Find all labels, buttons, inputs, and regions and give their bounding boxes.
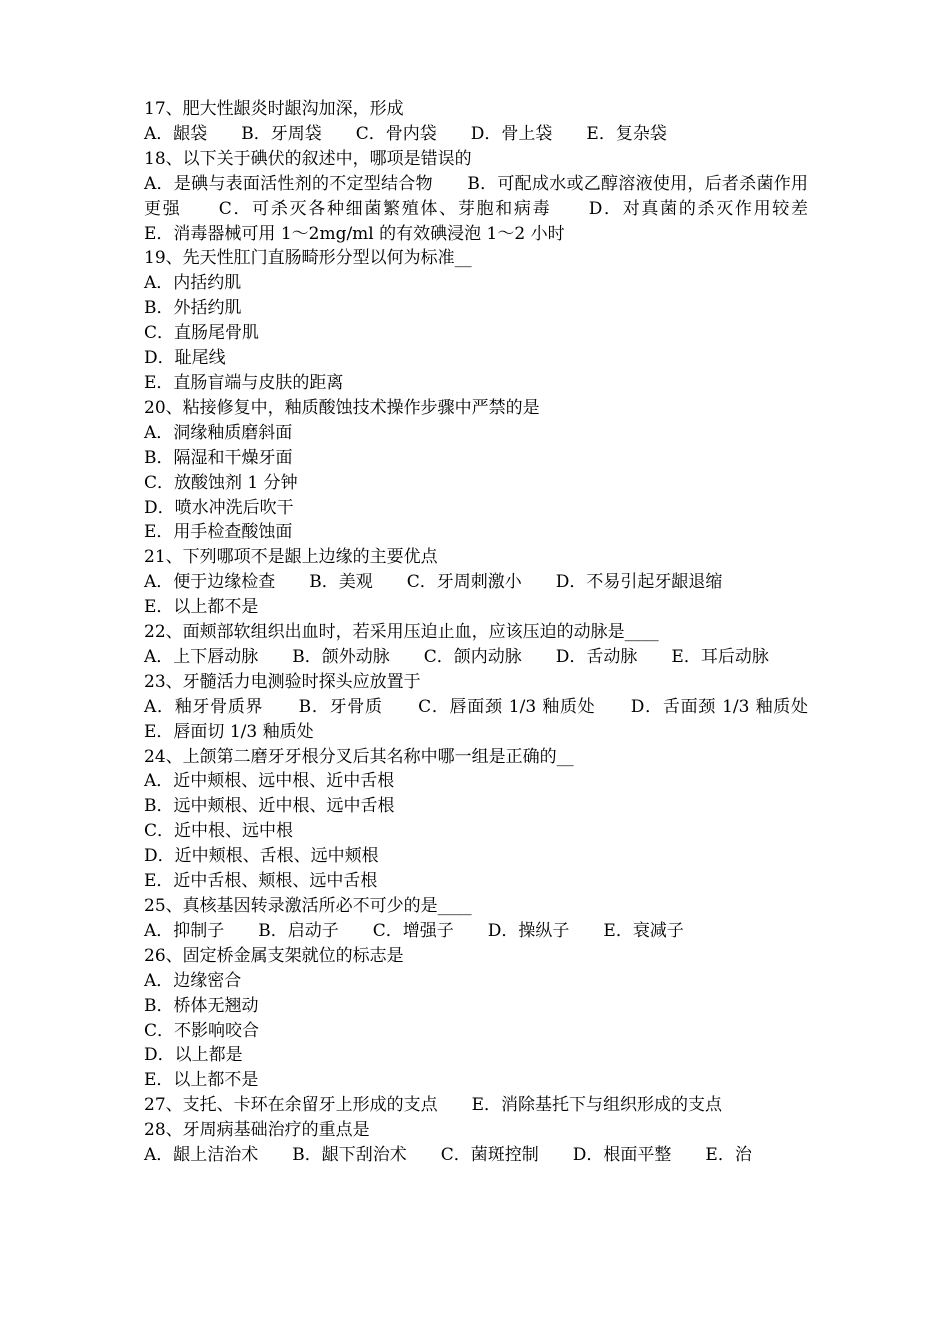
options-21: A．便于边缘检查 B．美观 C．牙周刺激小 D．不易引起牙龈退缩 — [144, 572, 723, 593]
option-20-e: E．用手检查酸蚀面 — [144, 522, 293, 543]
options-23: A．釉牙骨质界 B．牙骨质 C．唇面颈 1/3 釉质处 D．舌面颈 1/3 釉质处 E．唇面切 1/3 釉质处 — [144, 696, 842, 742]
document-page — [144, 97, 842, 1168]
options-22: A．上下唇动脉 B．颌外动脉 C．颌内动脉 D．舌动脉 E．耳后动脉 — [144, 646, 769, 667]
option-24-d: D．近中颊根、舌根、远中颊根 — [144, 846, 379, 867]
option-24-b: B．远中颊根、近中根、远中舌根 — [144, 796, 395, 817]
options-18: A．是碘与表面活性剂的不定型结合物 B．可配成水或乙醇溶液使用，后者杀菌作用更强 C．可杀灭各种细菌繁殖体、芽胞和病毒 D．对真菌的杀灭作用较差 E．消毒器械可用 1～2mg/ml 的有效碘浸泡 1～2 小时 — [144, 173, 842, 244]
option-19-d: D．耻尾线 — [144, 348, 226, 369]
question-17: 17、肥大性龈炎时龈沟加深，形成 — [144, 99, 404, 119]
options-25: A．抑制子 B．启动子 C．增强子 D．操纵子 E．衰减子 — [144, 920, 684, 941]
option-26-d: D．以上都是 — [144, 1045, 243, 1066]
question-22: 22、面颊部软组织出血时，若采用压迫止血，应该压迫的动脉是____ — [144, 622, 659, 643]
options-17: A．龈袋 B．牙周袋 C．骨内袋 D．骨上袋 E．复杂袋 — [144, 123, 667, 144]
question-25: 25、真核基因转录激活所必不可少的是____ — [144, 896, 472, 916]
option-26-e: E．以上都不是 — [144, 1070, 259, 1091]
options-28: A．龈上洁治术 B．龈下刮治术 C．菌斑控制 D．根面平整 E．治 — [144, 1145, 752, 1166]
option-19-a: A．内括约肌 — [144, 273, 242, 294]
option-24-a: A．近中颊根、远中根、近中舌根 — [144, 771, 395, 792]
option-24-e: E．近中舌根、颊根、远中舌根 — [144, 871, 378, 892]
option-26-b: B．桥体无翘动 — [144, 995, 259, 1016]
option-20-d: D．喷水冲洗后吹干 — [144, 497, 294, 518]
option-19-e: E．直肠盲端与皮肤的距离 — [144, 372, 344, 393]
option-20-c: C．放酸蚀剂 1 分钟 — [144, 472, 298, 493]
question-26: 26、固定桥金属支架就位的标志是 — [144, 945, 404, 966]
question-27: 27、支托、卡环在余留牙上形成的支点 E．消除基托下与组织形成的支点 — [144, 1095, 723, 1116]
question-19: 19、先天性肛门直肠畸形分型以何为标准__ — [144, 248, 472, 269]
question-24: 24、上颌第二磨牙牙根分叉后其名称中哪一组是正确的__ — [144, 746, 574, 767]
option-19-c: C．直肠尾骨肌 — [144, 323, 260, 344]
option-20-a: A．洞缘釉质磨斜面 — [144, 422, 293, 443]
option-26-c: C．不影响咬合 — [144, 1020, 260, 1041]
option-26-a: A．边缘密合 — [144, 970, 242, 991]
option-21-e: E．以上都不是 — [144, 597, 259, 618]
question-21: 21、下列哪项不是龈上边缘的主要优点 — [144, 547, 438, 568]
question-28: 28、牙周病基础治疗的重点是 — [144, 1120, 370, 1141]
question-18: 18、以下关于碘伏的叙述中，哪项是错误的 — [144, 148, 472, 169]
question-20: 20、粘接修复中，釉质酸蚀技术操作步骤中严禁的是 — [144, 397, 540, 418]
option-19-b: B．外括约肌 — [144, 298, 242, 319]
option-20-b: B．隔湿和干燥牙面 — [144, 447, 293, 468]
question-23: 23、牙髓活力电测验时探头应放置于 — [144, 671, 421, 692]
option-24-c: C．近中根、远中根 — [144, 821, 294, 842]
